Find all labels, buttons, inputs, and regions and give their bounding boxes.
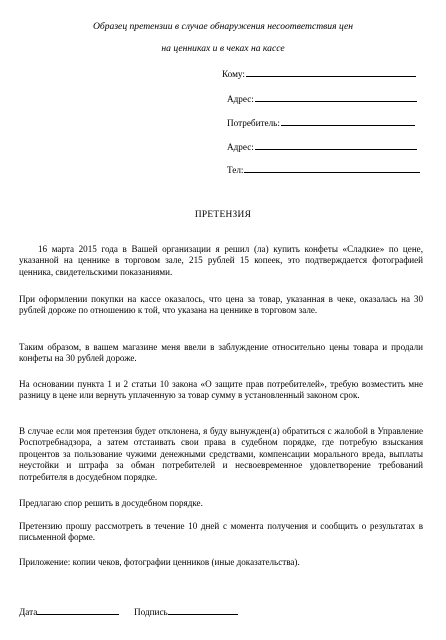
paragraph-pretrial: Предлагаю спор решить в досудебном порядке. (19, 498, 203, 508)
paragraph-attachments: Приложение: копии чеков, фотографии ценников (иные доказательства). (19, 557, 300, 567)
paragraph-checkout: При оформлении покупки на кассе оказалось, что цена за товар, указанная в чеке, оказалась на 30 рублей дороже по отношению к той, что указана на ценнике в торговом зале. (19, 294, 423, 316)
field-address-1-label: Адрес: (227, 94, 254, 104)
signature-sign (134, 605, 238, 618)
field-consumer (227, 116, 415, 129)
document-title-line-2: на ценниках и в чеках на кассе (161, 43, 285, 54)
field-to (222, 67, 416, 80)
field-to-blank (246, 67, 416, 77)
field-phone-blank (244, 163, 420, 173)
paragraph-escalation: В случае если моя претензия будет отклонена, я буду вынужден(а) обратиться с жалобой в Управление Роспотребнадзора, а затем отстаивать свои права в судебном порядке, где потребую взыскания процентов за пользование чужими денежными средствами, компенсации морального вреда, выплаты неустойки и штрафа за обман потребителей и несвоевременное удовлетворение требований потребителя в досудебном порядке. (19, 426, 423, 482)
signature-sign-blank (168, 605, 238, 615)
signature-date-label: Дата (19, 607, 38, 617)
claim-heading: ПРЕТЕНЗИЯ (194, 210, 252, 220)
paragraph-misled: Таким образом, в вашем магазине меня ввели в заблуждение относительно цены товара и продали конфеты на 30 рублей дороже. (19, 342, 423, 364)
signature-date (19, 605, 119, 618)
document-title-line-1: Образец претензии в случае обнаружения несоответствия цен (92, 21, 354, 32)
field-address-1 (227, 92, 417, 105)
signature-sign-label: Подпись (134, 607, 168, 617)
field-address-2 (227, 140, 417, 153)
field-consumer-blank (281, 116, 415, 126)
field-address-1-blank (255, 92, 417, 102)
field-phone-label: Тел: (227, 165, 244, 175)
paragraph-purchase: 16 марта 2015 года в Вашей организации я решил (ла) купить конфеты «Сладкие» по цене, указанной на ценнике в торговом зале, 215 рублей 15 копеек, это подтверждается фотографией ценника, свидетельскими показаниями. (19, 244, 423, 277)
field-phone (227, 163, 420, 176)
field-consumer-label: Потребитель: (227, 118, 280, 128)
signature-date-blank (37, 605, 119, 615)
field-address-2-blank (255, 140, 417, 150)
paragraph-legal-basis: На основании пункта 1 и 2 статьи 10 закона «О защите прав потребителей», требую возместить мне разницу в цене или вернуть уплаченную за товар сумму в установленный законом срок. (19, 379, 423, 401)
paragraph-review-request: Претензию прошу рассмотреть в течение 10 дней с момента получения и сообщить о результатах в письменной форме. (19, 521, 423, 543)
field-address-2-label: Адрес: (227, 142, 254, 152)
field-to-label: Кому: (222, 69, 245, 79)
